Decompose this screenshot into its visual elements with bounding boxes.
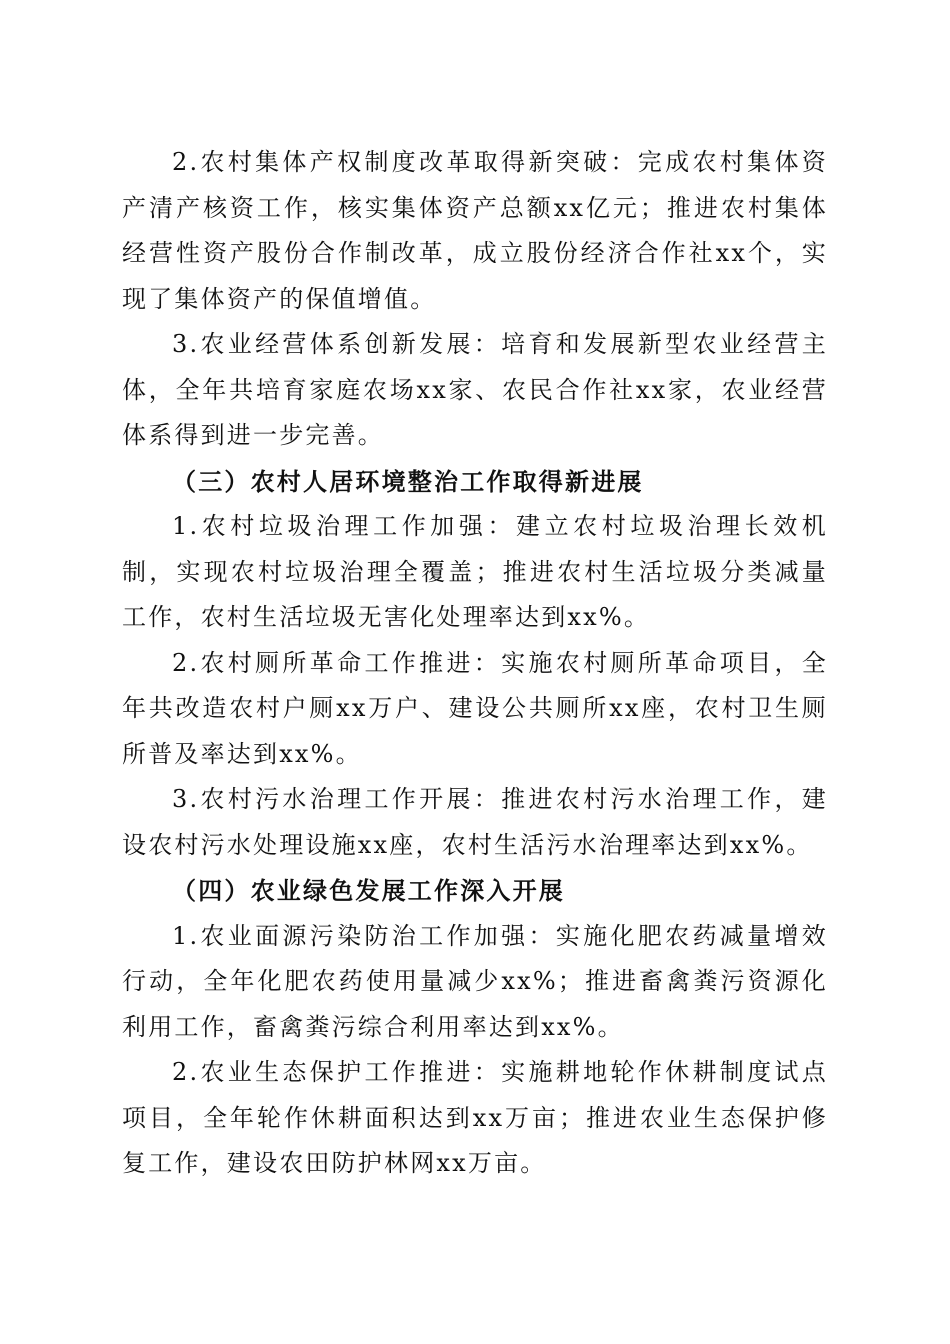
paragraph-ecological-protection: 2.农业生态保护工作推进：实施耕地轮作休耕制度试点项目，全年轮作休耕面积达到xx万亩；推进农业生态保护修复工作，建设农田防护林网xx万亩。: [122, 1058, 828, 1177]
paragraph-toilet-revolution: 2.农村厕所革命工作推进：实施农村厕所革命项目，全年共改造农村户厕xx万户、建设公共厕所xx座，农村卫生厕所普及率达到xx%。: [122, 648, 828, 768]
paragraph-pollution-prevention: 1.农业面源污染防治工作加强：实施化肥农药减量增效行动，全年化肥农药使用量减少xx%；推进畜禽粪污资源化利用工作，畜禽粪污综合利用率达到xx%。: [122, 921, 828, 1041]
paragraph-collective-property-reform: 2.农村集体产权制度改革取得新突破：完成农村集体资产清产核资工作，核实集体资产总额xx亿元；推进农村集体经营性资产股份合作制改革，成立股份经济合作社xx个，实现了集体资产的保值增值。: [122, 148, 828, 313]
paragraph-sewage-treatment: 3.农村污水治理工作开展：推进农村污水治理工作，建设农村污水处理设施xx座，农村生活污水治理率达到xx%。: [122, 785, 828, 859]
paragraph-garbage-treatment: 1.农村垃圾治理工作加强：建立农村垃圾治理长效机制，实现农村垃圾治理全覆盖；推进农村生活垃圾分类减量工作，农村生活垃圾无害化处理率达到xx%。: [122, 512, 828, 631]
paragraph-agri-operation-system: 3.农业经营体系创新发展：培育和发展新型农业经营主体，全年共培育家庭农场xx家、农民合作社xx家，农业经营体系得到进一步完善。: [122, 330, 828, 449]
section-heading-green-development: （四）农业绿色发展工作深入开展: [172, 876, 565, 905]
document-body: [122, 140, 828, 1187]
section-heading-living-environment: （三）农村人居环境整治工作取得新进展: [172, 466, 644, 496]
